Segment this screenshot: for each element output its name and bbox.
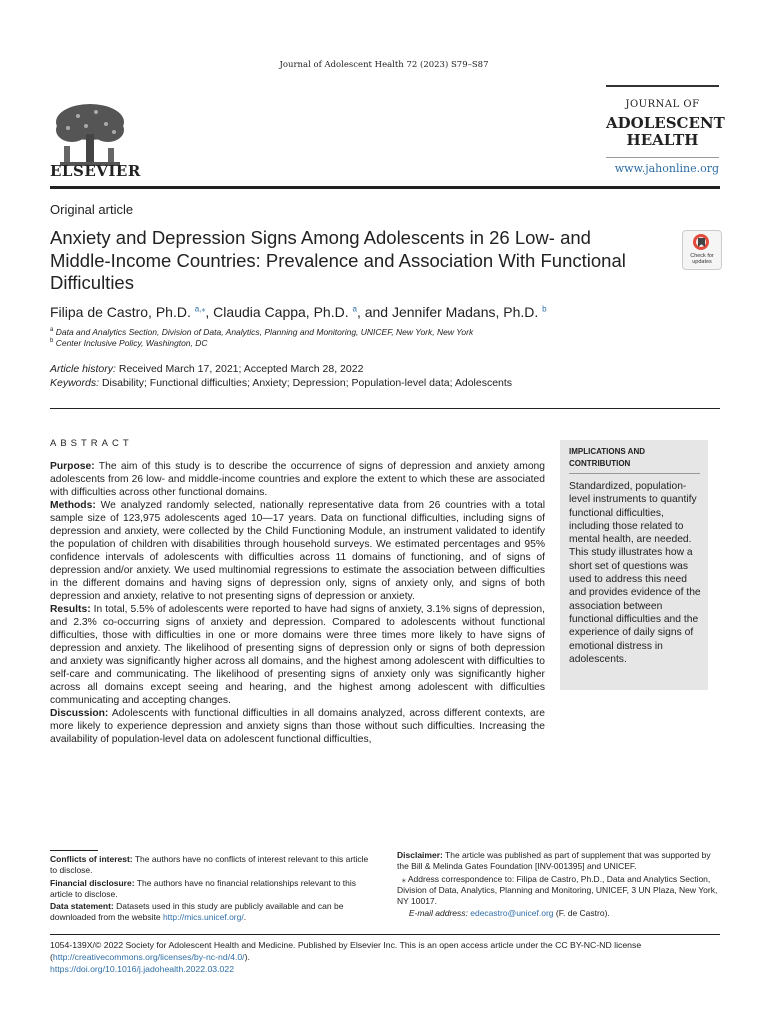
journal-logo-line3: HEALTH bbox=[626, 131, 699, 149]
footnotes-right bbox=[397, 850, 720, 921]
author-name: , Claudia Cappa, Ph.D. bbox=[205, 304, 349, 320]
implications-body: Standardized, population-level instruments to quantify functional difficulties, including those related to mental health, are needed. This study illustrates how a short set of questions was used to address this need and provides evidence of the association between functional difficulties and the experience of daily signs of emotional distress in adolescents. bbox=[569, 481, 701, 665]
section-divider bbox=[50, 408, 720, 409]
email-link[interactable]: edecastro@unicef.org bbox=[470, 908, 554, 919]
check-line1: Check for bbox=[690, 253, 714, 259]
affiliation-item: $^a$ Data and Analytics Section, Division of Data, Analytics, Planning and Monitoring, UNICEF, New York, New York bbox=[50, 327, 474, 337]
journal-citation: Journal of Adolescent Health 72 (2023) S79–S87 bbox=[279, 60, 489, 70]
doi-link[interactable]: https://doi.org/10.1016/j.jadohealth.2022.03.022 bbox=[50, 964, 235, 974]
abstract-discussion: Discussion: Adolescents with functional difficulties in all domains analyzed, across different contexts, are more likely to experience depression and anxiety signs than those without such difficulties. Increasing the availability of population-level data on adolescent functional difficulties, bbox=[50, 708, 545, 745]
correspondence-note: ⁎ Address correspondence to: Filipa de Castro, Ph.D., Data and Analytics Section, Division of Data, Analytics, Planning and Monitoring, UNICEF, 3 UN Plaza, New York, NY 10017. bbox=[397, 873, 718, 907]
affiliation-item: $^b$ Center Inclusive Policy, Washington, DC bbox=[50, 338, 208, 348]
conflicts-note: Conflicts of interest: The authors have no conflicts of interest relevant to this article to disclose. bbox=[50, 854, 369, 876]
footnotes-left bbox=[50, 854, 375, 925]
history-line: Article history: Received March 17, 2021; Accepted March 28, 2022 bbox=[50, 363, 364, 375]
author-list bbox=[50, 304, 547, 320]
journal-logo-line2: ADOLESCENT bbox=[606, 114, 725, 132]
disclaimer-note: Disclaimer: The article was published as part of supplement that was supported by the Bill & Melinda Gates Foundation [INV-001395] and UNICEF. bbox=[397, 850, 711, 872]
license-note: 1054-139X/© 2022 Society for Adolescent Health and Medicine. Published by Elsevier Inc. This is an open access article under the CC BY-NC-ND license (http://creativecommons.org/licenses/by-nc-nd/4.0/). https://doi.org/10.1016/j.jadohealth.2022.03.022 bbox=[50, 940, 642, 974]
article-type: Original article bbox=[50, 202, 134, 217]
footer-divider bbox=[50, 934, 720, 935]
author-affil-link[interactable]: a bbox=[352, 304, 357, 314]
abstract-purpose: Purpose: The aim of this study is to describe the occurrence of signs of depression and anxiety among adolescents from 26 low- and middle-income countries and explore the extent to which these are associated with difficulties across other functional domains. bbox=[50, 461, 545, 498]
abstract-results: Results: In total, 5.5% of adolescents were reported to have had signs of anxiety, 3.1% signs of depression, and 2.3% co-occurring signs of anxiety and depression. Compared to adolescents without functional difficulties, those with difficulties in one or more domains were three times more likely to have signs of depression and anxiety. The likelihood of presenting signs of depression only or signs of both depression and anxiety was significantly higher across all domains, and the highest among adolescent with difficulties to self-care and communicating. The likelihood of presenting signs of anxiety only was significantly higher across all domains except seeing and hearing, and the highest among adolescent with difficulties communicating and accepting changes. bbox=[50, 604, 545, 706]
header-divider bbox=[50, 186, 720, 189]
abstract-body bbox=[50, 460, 545, 746]
implications-divider bbox=[569, 473, 700, 474]
implications-box bbox=[560, 440, 708, 690]
footnote-divider bbox=[50, 850, 98, 851]
email-note: E-mail address: edecastro@unicef.org (F. de Castro). bbox=[408, 908, 610, 919]
journal-url-link[interactable]: www.jahonline.org bbox=[614, 162, 719, 175]
check-for-updates-label bbox=[683, 253, 721, 265]
license-link[interactable]: http://creativecommons.org/licenses/by-nc-nd/4.0/ bbox=[52, 952, 245, 962]
article-history bbox=[50, 362, 512, 390]
mics-link[interactable]: http://mics.unicef.org/ bbox=[162, 912, 244, 923]
publisher-name: ELSEVIER bbox=[50, 162, 141, 180]
keywords-line: Keywords: Disability; Functional difficulties; Anxiety; Depression; Population-level data; Adolescents bbox=[50, 377, 513, 389]
author-affil-link[interactable]: b bbox=[542, 304, 547, 314]
implications-heading: IMPLICATIONS AND CONTRIBUTION bbox=[569, 447, 645, 468]
abstract-methods: Methods: We analyzed randomly selected, nationally representative data from 26 countries with a total sample size of 123,975 adolescents aged 10—17 years. Data on functional difficulties, including signs of depression and anxiety, were collected by the Child Functioning Module, an instrument validated to identify the population of children with disabilities through household surveys. We estimated percentages and 95% confidence intervals of adolescents with difficulties across 11 domains of functioning, and of signs of depression and/or anxiety. We used multinomial regressions to estimate the association between difficulties in the different domains and having signs of depression only, signs of anxiety only, and signs of both depression and anxiety, relative to not presenting signs of depression or anxiety. bbox=[50, 500, 545, 602]
journal-logo bbox=[606, 85, 725, 185]
data-statement-note: Data statement: Datasets used in this study are publicly available and can be downloaded from the website http://mics.unicef.org/. bbox=[50, 901, 344, 923]
journal-logo-divider bbox=[606, 157, 719, 158]
check-for-updates-button[interactable] bbox=[682, 230, 722, 270]
check-line2: updates bbox=[692, 259, 712, 265]
abstract-heading: ABSTRACT bbox=[50, 438, 133, 449]
financial-note: Financial disclosure: The authors have no financial relationships relevant to this article to disclose. bbox=[50, 877, 357, 899]
affiliations bbox=[50, 327, 473, 349]
author-affil-link[interactable]: a,⁎ bbox=[194, 304, 206, 314]
author-name: Filipa de Castro, Ph.D. bbox=[50, 304, 191, 320]
article-title: Anxiety and Depression Signs Among Adolescents in 26 Low- and Middle-Income Countries: Prevalence and Association With Functional Difficulties bbox=[50, 227, 626, 293]
author-name: , and Jennifer Madans, Ph.D. bbox=[356, 304, 539, 320]
journal-logo-line1: JOURNAL OF bbox=[625, 99, 700, 110]
